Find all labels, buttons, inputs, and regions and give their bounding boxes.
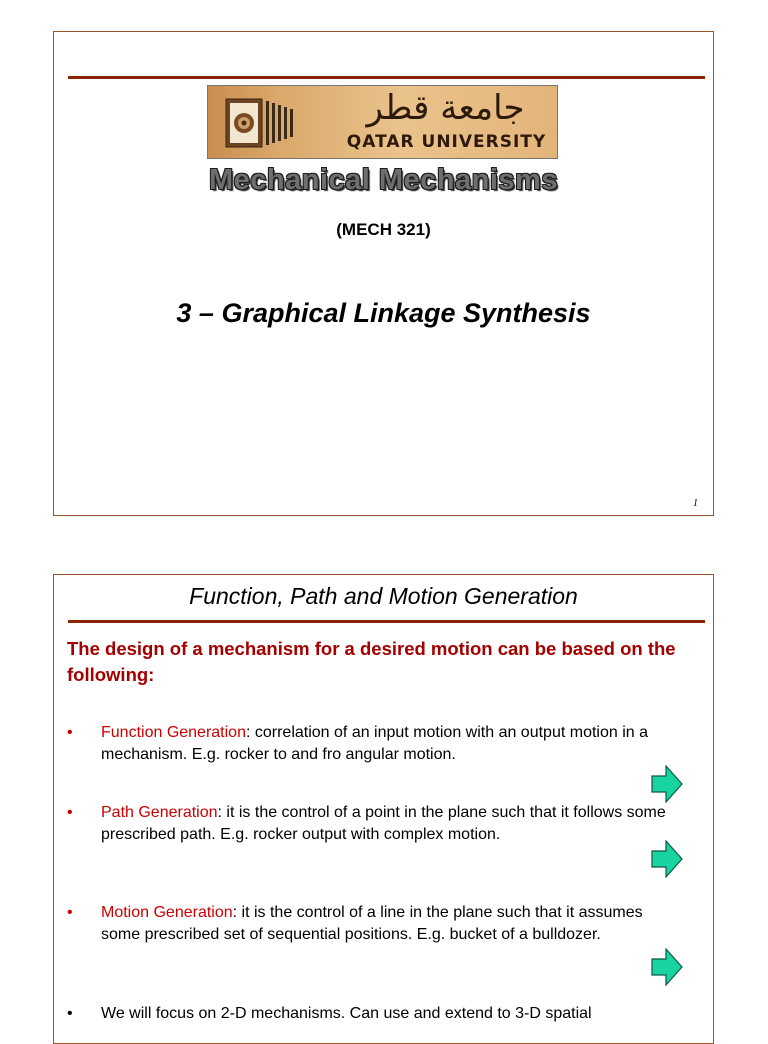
page-number: 1 xyxy=(693,498,698,509)
arrow-right-icon[interactable] xyxy=(651,765,683,803)
title-slide xyxy=(53,31,714,516)
bullet-text: : it is the control of a point in the plane such that it follows some prescribed path. E.g. rocker output with complex motion. xyxy=(101,804,666,843)
header-rule xyxy=(68,76,705,79)
bullet-marker: • xyxy=(67,904,73,921)
logo-english-text: QATAR UNIVERSITY xyxy=(346,132,547,152)
course-title: Mechanical Mechanisms xyxy=(209,164,558,196)
slide-heading: The design of a mechanism for a desired motion can be based on the following: xyxy=(67,638,676,685)
content-slide xyxy=(53,574,714,1044)
bullet-marker: • xyxy=(67,1005,73,1022)
course-code: (MECH 321) xyxy=(336,220,431,239)
bullet-text: : correlation of an input motion with an output motion in a mechanism. E.g. rocker to and fro angular motion. xyxy=(101,724,648,763)
bullet-term: Function Generation xyxy=(101,724,246,741)
chapter-title: 3 – Graphical Linkage Synthesis xyxy=(176,298,591,328)
bullet-term: Motion Generation xyxy=(101,904,233,921)
qatar-university-logo xyxy=(207,85,558,159)
bullet-text: We will focus on 2-D mechanisms. Can use and extend to 3-D spatial xyxy=(101,1005,592,1022)
bullet-2d-mechanisms xyxy=(67,1003,673,1025)
bullet-motion-generation xyxy=(67,902,673,946)
logo-arabic-text: جامعة قطر xyxy=(366,88,525,128)
bullet-text: : it is the control of a line in the plane such that it assumes some prescribed set of sequential positions. E.g. bucket of a bulldozer. xyxy=(101,904,643,943)
bullet-path-generation xyxy=(67,802,673,846)
bullet-function-generation xyxy=(67,722,673,766)
university-emblem-icon xyxy=(224,95,304,151)
arrow-right-icon[interactable] xyxy=(651,840,683,878)
header-rule xyxy=(68,620,705,623)
bullet-marker: • xyxy=(67,724,73,741)
arrow-right-icon[interactable] xyxy=(651,948,683,986)
bullet-marker: • xyxy=(67,804,73,821)
slide-title: Function, Path and Motion Generation xyxy=(189,583,578,609)
bullet-term: Path Generation xyxy=(101,804,218,821)
